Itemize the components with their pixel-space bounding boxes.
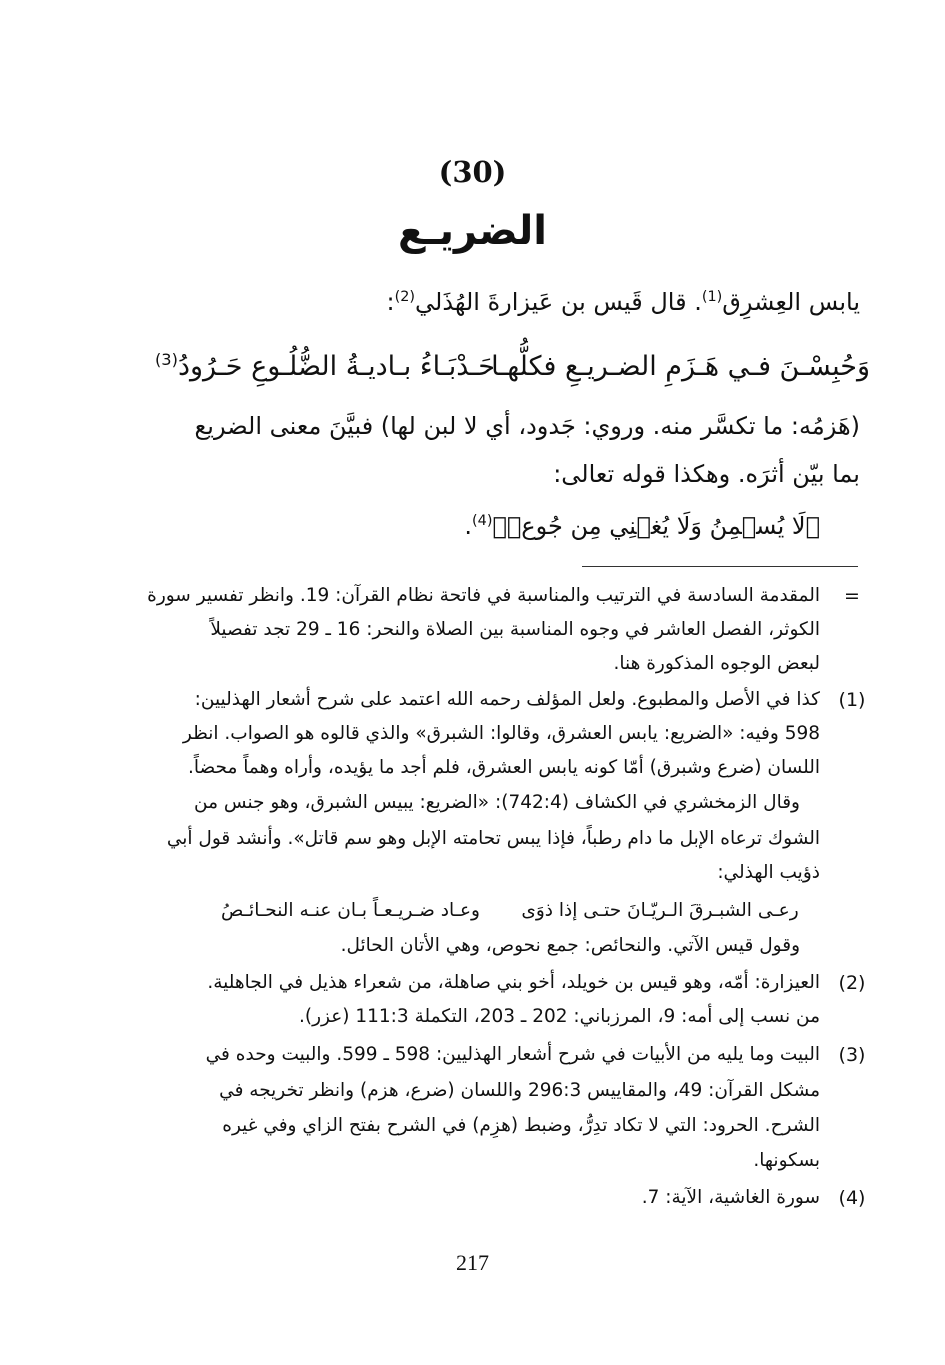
page-number: 217	[456, 1250, 489, 1275]
footnote-1-line: 598 وفيه: «الضريع: يابس العشرق، وقالوا: الشبرق» والذي قالوه هو الصواب. انظر	[182, 723, 820, 744]
footnote-continuation-mark: =	[844, 585, 860, 607]
footnote-3-line: البيت وما يليه من الأبيات في شرح أشعار الهذليين: 598 ـ 599. والبيت وحده في	[205, 1044, 820, 1065]
footnote-2-line: العيزارة: أمّه، وهو قيس بن خويلد، أخو بني صاهلة، من شعراء هذيل في الجاهلية.	[207, 972, 820, 993]
footnote-4-line: سورة الغاشية، الآية: 7.	[641, 1187, 820, 1208]
footnote-cont-line: المقدمة السادسة في الترتيب والمناسبة في فاتحة نظام القرآن: 19. وانظر تفسير سورة	[147, 585, 820, 606]
section-number: (30)	[438, 155, 507, 189]
section-title: الضريـع	[397, 208, 548, 254]
footnote-2-mark: (2)	[838, 972, 866, 994]
footnote-3-line: بسكونها.	[753, 1150, 820, 1171]
body-intro-line	[120, 288, 860, 316]
footnote-1-after-verse: وقول قيس الآتي. والنحائص: جمع نحوص، وهي الأتان الحائل.	[340, 935, 800, 956]
footnote-ref-1: (1)	[701, 289, 723, 305]
intro-text: يابس العِشرِق	[722, 288, 860, 316]
footnote-cont-line: لبعض الوجوه المذكورة هنا.	[613, 653, 820, 674]
footnote-3-line: مشكل القرآن: 49، والمقاييس 296:3 واللسان (ضرع، هزم) وانظر تخريجه في	[219, 1080, 820, 1101]
verse-first-hemistich: وَحُبِسْـنَ فـي هَـزَمِ الضـريـعِ فكلُّهـا	[491, 351, 870, 382]
quran-verse: ﴿لَا يُسۡمِنُ وَلَا يُغۡنِي مِن جُوعٖ﴾	[492, 512, 820, 540]
poem-verse	[110, 350, 870, 382]
body-line-4: بما بيّن أثرَه. وهكذا قوله تعالى:	[553, 460, 860, 488]
footnote-cont-line: الكوثر، الفصل العاشر في وجوه المناسبة بين الصلاة والنحر: 16 ـ 29 تجد تفصيلاً	[210, 619, 820, 640]
quran-verse-line	[120, 512, 820, 540]
footnote-1-verse-second: وعـاد ضـريـعـاً بـان عنـه النحـائـصُ	[220, 900, 480, 921]
intro-mid: . قال قَيس بن عَيزارةَ الهُذَلي	[415, 288, 702, 316]
footnote-1-verse-first: رعـى الشبـرقَ الـريّـانَ حتـى إذا ذوَى	[521, 900, 799, 921]
footnote-ref-2: (2)	[394, 289, 415, 305]
footnote-1-verse	[140, 900, 820, 921]
footnote-1-line: ذؤيب الهذلي:	[717, 862, 820, 883]
footnote-3-mark: (3)	[838, 1044, 866, 1066]
footnote-1-line: كذا في الأصل والمطبوع. ولعل المؤلف رحمه الله اعتمد على شرح أشعار الهذليين:	[194, 689, 820, 710]
body-line-3: (هَزمُه: ما تكسَّر منه. وروي: جَدود، أي لا لبن لها) فبيَّنَ معنى الضريع	[194, 412, 860, 440]
footnote-separator	[582, 566, 858, 567]
footnote-ref-3: (3)	[154, 350, 178, 369]
footnote-2-line: من نسب إلى أمه: 9، المرزباني: 202 ـ 203، التكملة 111:3 (عزر).	[298, 1006, 820, 1027]
intro-end: :	[386, 288, 395, 316]
footnote-1-line: اللسان (ضرع وشبرق) أمّا كونه يابس العشرق، فلم أجد ما يؤيده، وأراه وهماً محضاً.	[187, 757, 820, 778]
footnote-3-line: الشرح. الحرود: التي لا تكاد تدِرُّ، وضبط (هزِم) في الشرح بفتح الزاي وفي غيره	[222, 1115, 820, 1136]
footnote-1-line: الشوك ترعاه الإبل ما دام رطباً، فإذا يبس تحامته الإبل وهو سم قاتل». وأنشد قول أبي	[166, 828, 820, 849]
verse-second-text: حَـدْبَـاءُ بـاديـةُ الضُّلُـوعِ حَـرُودُ	[177, 351, 495, 382]
verse-second-hemistich	[155, 350, 495, 382]
footnote-ref-4: (4)	[472, 513, 493, 529]
footnote-1-line: وقال الزمخشري في الكشاف (742:4): «الضريع: يبيس الشبرق، وهو جنس من	[194, 792, 800, 813]
footnote-1-mark: (1)	[838, 689, 866, 711]
quran-end: .	[464, 512, 473, 540]
footnote-4-mark: (4)	[838, 1187, 866, 1209]
